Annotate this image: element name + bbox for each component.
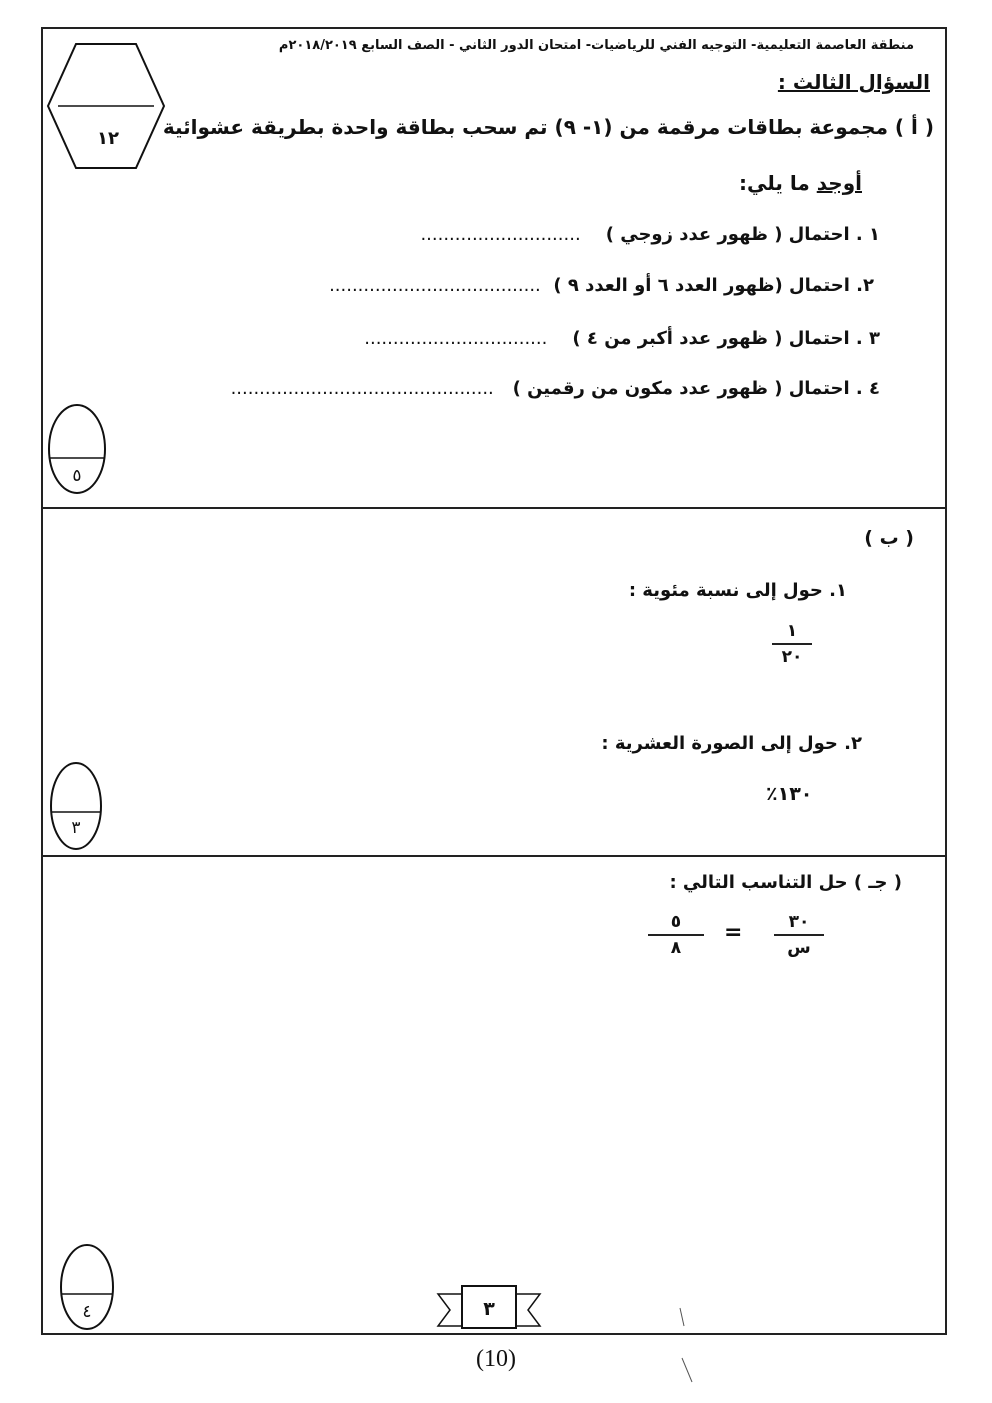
part-a-item-1 [420,224,880,245]
percent-value: ٪١٣٠ [766,783,813,805]
page-number: ٣ [483,1298,495,1320]
item-text: ٣ . احتمال ( ظهور عدد أكبر من ٤ ) [572,328,880,349]
exam-header: منطقة العاصمة التعليمية- التوجيه الفني للرياضيات- امتحان الدور الثاني - الصف السابع ٢٠١٨/٢٠١٩م [278,38,914,53]
fraction-numerator: ٥ [670,912,682,932]
fraction-denominator: ٨ [670,938,682,958]
fraction-bar [774,934,824,936]
fraction-1-20 [772,621,812,667]
find-instruction [739,171,862,195]
part-a-item-3 [364,328,880,349]
answer-blank[interactable]: ............................ [420,224,581,245]
proportion-right-fraction [774,912,824,958]
pen-mark-decoration [676,1306,696,1386]
part-b-score-oval [48,760,104,852]
section-divider-a-b [41,507,947,509]
answer-blank[interactable]: .............................................. [230,378,494,399]
question-title: السؤال الثالث : [777,70,930,94]
part-a-item-4 [231,378,880,399]
part-a-intro: ( أ ) مجموعة بطاقات مرقمة من (١- ٩) تم سحب بطاقة واحدة بطريقة عشوائية [162,115,934,139]
find-prefix: أوجد [816,171,862,195]
part-b-label: ( ب ) [864,527,914,549]
part-b-item-2: ٢. حول إلى الصورة العشرية : [601,733,862,754]
answer-blank[interactable]: ..................................... [329,275,541,296]
part-a-score: ٥ [72,466,82,486]
part-b-score: ٣ [71,818,81,838]
section-divider-b-c [41,855,947,857]
total-score-hexagon [44,40,168,172]
proportion-left-fraction [648,912,704,958]
item-text: ٤ . احتمال ( ظهور عدد مكون من رقمين ) [512,378,880,399]
part-c-score: ٤ [82,1302,92,1322]
part-a-item-2 [329,275,874,296]
answer-blank[interactable]: ................................ [364,328,548,349]
fraction-numerator: ٣٠ [788,912,810,932]
footer-page-label: (10) [476,1346,516,1372]
fraction-bar [772,643,812,645]
fraction-denominator: ٢٠ [781,647,803,667]
item-text: ٢. احتمال (ظهور العدد ٦ أو العدد ٩ ) [553,275,874,296]
item-text: ١ . احتمال ( ظهور عدد زوجي ) [605,224,880,245]
find-rest: ما يلي: [739,171,817,195]
part-b-item-1: ١. حول إلى نسبة مئوية : [628,580,847,601]
fraction-bar [648,934,704,936]
part-c-label: ( جـ ) حل التناسب التالي : [669,872,902,893]
fraction-denominator: س [787,938,811,958]
total-score: ١٢ [97,128,119,149]
fraction-numerator: ١ [786,621,798,641]
equals-sign: = [724,920,743,945]
